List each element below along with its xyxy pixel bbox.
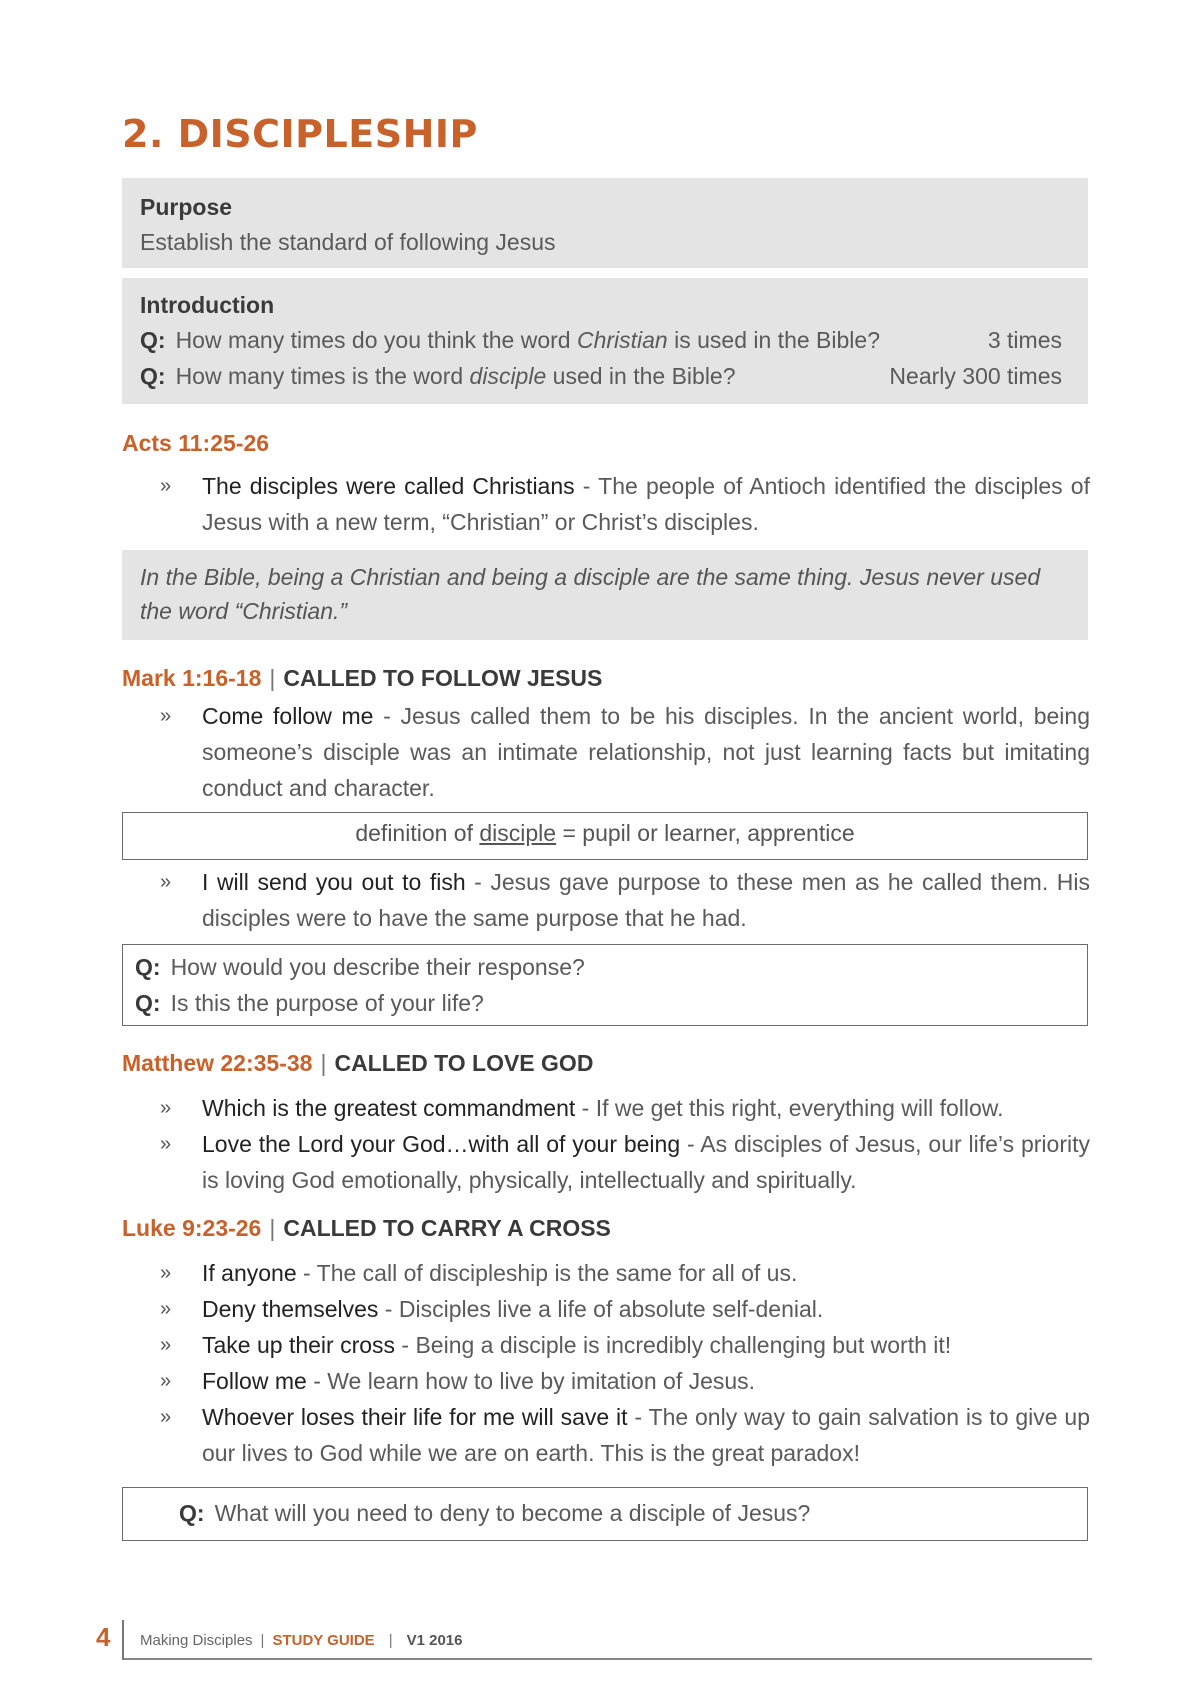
bullet-icon: » [160,1298,172,1320]
mark-questions-box [122,944,1088,1026]
bullet-icon: » [160,705,172,727]
list-item: » If anyone - The call of discipleship is the same for all of us. [160,1255,1090,1291]
bullet-icon: » [160,1334,172,1356]
mark-bullets-2 [160,864,1090,936]
acts-note-box [122,550,1088,640]
acts-note-text: In the Bible, being a Christian and being a disciple are the same thing. Jesus never used the word “Christian.” [140,564,1041,624]
intro-question-row [140,358,1062,394]
question-text: How would you describe their response? [170,954,585,980]
list-item: » The disciples were called Christians - The people of Antioch identified the disciples of Jesus with a new term, “Christian” or Christ’s disciples. [160,468,1090,540]
definition-box [122,812,1088,860]
question-answer: Nearly 300 times [889,363,1062,389]
list-item: » Which is the greatest commandment - If we get this right, everything will follow. [160,1090,1090,1126]
intro-question-row [140,322,1062,358]
list-item: » Follow me - We learn how to live by imitation of Jesus. [160,1363,1090,1399]
question-label: Q: [179,1500,205,1526]
matthew-bullets [160,1090,1090,1198]
list-item: » Come follow me - Jesus called them to be his disciples. In the ancient world, being someone’s disciple was an intimate relationship, not just learning facts but imitating conduct and character. [160,698,1090,806]
bullet-icon: » [160,1133,172,1155]
list-item: » Love the Lord your God…with all of your being - As disciples of Jesus, our life’s priority is loving God emotionally, physically, intellectually and spiritually. [160,1126,1090,1198]
question-text: What will you need to deny to become a disciple of Jesus? [214,1500,811,1526]
scripture-reference-matthew: Matthew 22:35-38 | CALLED TO LOVE GOD [122,1050,594,1076]
mark-bullets [160,698,1090,806]
page-number: 4 [96,1622,111,1652]
question-text: How many times is the word disciple used in the Bible? [175,363,736,389]
definition-text: definition of disciple = pupil or learner, apprentice [355,820,855,846]
list-item: » Deny themselves - Disciples live a life of absolute self-denial. [160,1291,1090,1327]
list-item: » Whoever loses their life for me will save it - The only way to gain salvation is to give up our lives to God while we are on earth. This is the great paradox! [160,1399,1090,1471]
introduction-box [122,278,1088,404]
question-label: Q: [140,363,166,389]
purpose-text: Establish the standard of following Jesus [140,229,556,255]
page-title: 2. DISCIPLESHIP [122,112,478,156]
bullet-icon: » [160,1262,172,1284]
question-label: Q: [135,954,161,980]
question-row [179,1495,1087,1531]
introduction-heading: Introduction [140,292,275,318]
scripture-reference-luke: Luke 9:23-26 | CALLED TO CARRY A CROSS [122,1215,611,1241]
question-row [135,949,1075,985]
question-text: How many times do you think the word Christian is used in the Bible? [175,327,880,353]
bullet-icon: » [160,475,172,497]
bullet-icon: » [160,1097,172,1119]
footer-text: Making Disciples | STUDY GUIDE | V1 2016 [140,1632,463,1649]
purpose-heading: Purpose [140,194,233,220]
luke-question-box [122,1487,1088,1541]
page-footer [96,1620,1092,1660]
question-label: Q: [135,990,161,1016]
scripture-reference-mark: Mark 1:16-18 | CALLED TO FOLLOW JESUS [122,665,603,691]
list-item: » I will send you out to fish - Jesus gave purpose to these men as he called them. His disciples were to have the same purpose that he had. [160,864,1090,936]
list-item: » Take up their cross - Being a disciple is incredibly challenging but worth it! [160,1327,1090,1363]
scripture-reference-acts: Acts 11:25-26 [122,430,270,456]
footer-rule [124,1658,1092,1660]
bullet-icon: » [160,1370,172,1392]
question-label: Q: [140,327,166,353]
luke-bullets [160,1255,1090,1471]
question-answer: 3 times [987,327,1062,353]
bullet-icon: » [160,871,172,893]
footer-divider [122,1620,124,1660]
question-row [135,985,1075,1021]
bullet-icon: » [160,1406,172,1428]
acts-bullets [160,468,1090,540]
purpose-box [122,178,1088,268]
question-text: Is this the purpose of your life? [170,990,484,1016]
